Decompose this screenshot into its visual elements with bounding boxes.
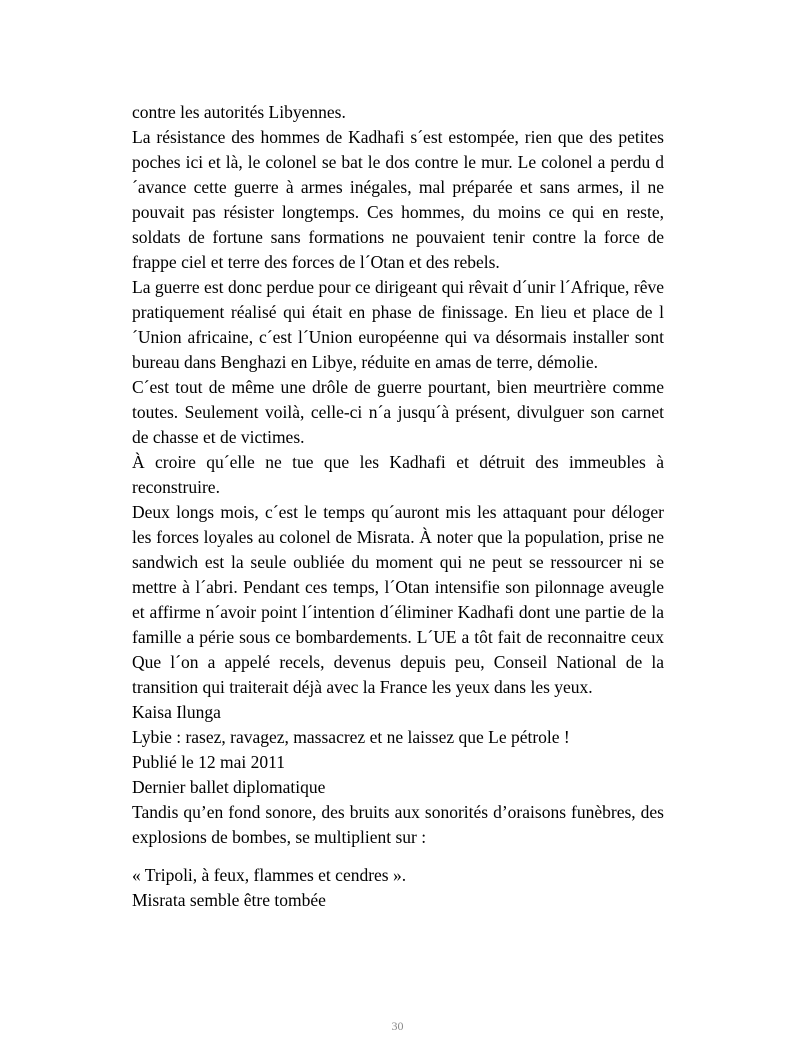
section-heading: Dernier ballet diplomatique [132, 777, 326, 797]
paragraph-8: Misrata semble être tombée [132, 890, 326, 910]
publication-date: Publié le 12 mai 2011 [132, 752, 285, 772]
paragraph-6: Deux longs mois, c´est le temps qu´auront mis les attaquant pour déloger les forces loyales au colonel de Misrata. À noter que la population, prise ne sandwich est la seule oubliée du moment qui ne peut se ressourcer ni se mettre à l´abri. Pendant ces temps, l´Otan intensifie son pilonnage aveugle et affirme n´avoir point l´intention d´éliminer Kadhafi dont une partie de la famille a périe sous ce bombardements. L´UE a tôt fait de reconnaitre ceux Que l´on a appelé recels, devenus depuis peu, Conseil National de la transition qui traiterait déjà avec la France les yeux dans les yeux. [132, 502, 664, 697]
paragraph-1: contre les autorités Libyennes. [132, 102, 346, 122]
paragraph-2: La résistance des hommes de Kadhafi s´est estompée, rien que des petites poches ici et là, le colonel se bat le dos contre le mur. Le colonel a perdu d´avance cette guerre à armes inégales, mal préparée et sans armes, il ne pouvait pas résister longtemps. Ces hommes, du moins ce qui en reste, soldats de fortune sans formations ne pouvaient tenir contre la force de frappe ciel et terre des forces de l´Otan et des rebels. [132, 127, 664, 272]
paragraph-3: La guerre est donc perdue pour ce dirigeant qui rêvait d´unir l´Afrique, rêve pratiquement réalisé qui était en phase de finissage. En lieu et place de l´Union africaine, c´est l´Union européenne qui va désormais installer sont bureau dans Benghazi en Libye, réduite en amas de terre, démolie. [132, 277, 664, 372]
paragraph-5: À croire qu´elle ne tue que les Kadhafi et détruit des immeubles à reconstruire. [132, 452, 664, 497]
body-text [132, 100, 664, 913]
quote-line: « Tripoli, à feux, flammes et cendres ». [132, 865, 407, 885]
paragraph-7: Tandis qu’en fond sonore, des bruits aux sonorités d’oraisons funèbres, des explosions de bombes, se multiplient sur : [132, 802, 664, 847]
paragraph-4: C´est tout de même une drôle de guerre pourtant, bien meurtrière comme toutes. Seulement voilà, celle-ci n´a jusqu´à présent, divulguer son carnet de chasse et de victimes. [132, 377, 664, 447]
page-number: 30 [391, 1019, 404, 1033]
article-title: Lybie : rasez, ravagez, massacrez et ne laissez que Le pétrole ! [132, 727, 570, 747]
author-name: Kaisa Ilunga [132, 702, 221, 722]
